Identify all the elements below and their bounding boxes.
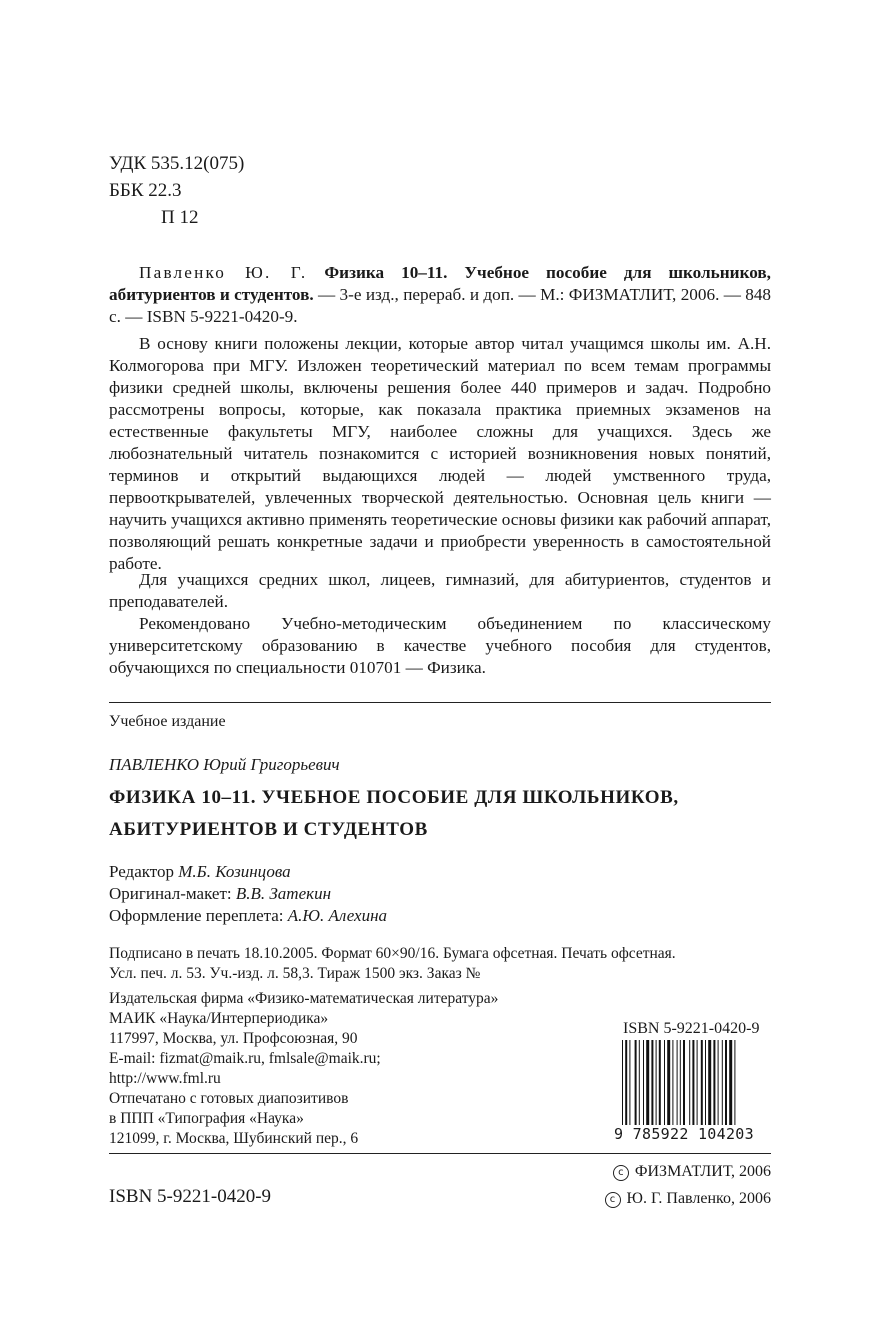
barcode-bar [664,1040,665,1126]
copyright-icon: c [613,1165,629,1181]
credit-layout-name: В.В. Затекин [235,884,332,903]
barcode-bar [701,1040,703,1126]
barcode-bar [705,1040,706,1126]
barcode-bar [729,1040,732,1132]
abstract-paragraph-2: Для учащихся средних школ, лицеев, гимназий, для абитуриентов, студентов и преподавателей. [109,570,771,611]
divider [109,702,771,703]
publisher-line-3: 117997, Москва, ул. Профсоюзная, 90 [109,1030,358,1047]
barcode-bar [725,1040,727,1126]
credit-layout-label: Оригинал-макет: [109,884,232,903]
publisher-url: http://www.fml.ru [109,1070,221,1087]
barcode-bar [713,1040,715,1126]
barcode-bar [651,1040,653,1126]
footer-divider [109,1153,771,1154]
barcode-bar [697,1040,698,1126]
bib-details-1: — 3-е изд., перераб. и доп. — М.: ФИЗМАТЛИТ, [313,285,677,304]
colophon-author [109,754,340,775]
abstract-paragraph-3: Рекомендовано Учебно-методическим объединением по классическому университетскому образованию в качестве учебного пособия для студентов, обучающихся по специальности 010701 — Физика. [109,614,771,677]
bbk-code: ББК 22.3 [109,180,182,201]
publisher-line-2: МАИК «Наука/Интерпериодика» [109,1010,329,1027]
barcode-bar [656,1040,657,1126]
print-details-line-1: Подписано в печать 18.10.2005. Формат 60×90/16. Бумага офсетная. Печать офсетная. [109,945,676,962]
barcode-bar [635,1040,637,1126]
barcode-bar [722,1040,723,1126]
credit-cover-label: Оформление переплета: [109,906,284,925]
author-surname: ПАВЛЕНКО [109,755,199,774]
edition-type: Учебное издание [109,713,226,730]
copyright-author [605,1190,772,1208]
copyright-icon: c [605,1192,621,1208]
copyright-publisher [613,1163,771,1181]
barcode-bar [639,1040,640,1126]
author-mark: П 12 [161,207,199,228]
colophon-title-line-2: АБИТУРИЕНТОВ И СТУДЕНТОВ [109,819,428,840]
barcode-bar [672,1040,673,1126]
publisher-line-1: Издательская фирма «Физико-математическая литература» [109,990,499,1007]
barcode-bar [629,1040,630,1126]
barcode-bar [680,1040,681,1132]
bib-author: Павленко Ю. Г. [139,263,308,282]
barcode-bar [692,1040,694,1126]
barcode-bar [643,1040,644,1126]
isbn-footer: ISBN 5-9221-0420-9 [109,1186,272,1207]
bib-title-2: абитуриентов и студентов. [109,285,314,304]
barcode-digits: 9 785922 104203 [614,1125,754,1143]
credits [109,861,387,927]
credit-cover [109,905,387,927]
barcode-bar [689,1040,690,1126]
credit-editor-label: Редактор [109,862,174,881]
copyright-publisher-text: ФИЗМАТЛИТ, 2006 [634,1163,771,1180]
barcode-bar [734,1040,735,1132]
barcode-isbn-label: ISBN 5-9221-0420-9 [623,1020,760,1037]
barcode-bar [646,1040,649,1126]
barcode-bar [667,1040,670,1126]
bibliographic-record [109,262,771,328]
udk-code: УДК 535.12(075) [109,153,245,174]
barcode-bar [708,1040,711,1126]
credit-editor [109,861,387,883]
credit-layout [109,883,387,905]
bib-title-1: Физика 10–11. Учебное пособие для школьников, [324,263,771,282]
abstract-paragraph-1: В основу книги положены лекции, которые автор читал учащимся школы им. А.Н. Колмогорова при МГУ. Изложен теоретический материал по всем темам программы физики средней школы, включены решения более 440 примеров и задач. Подробно рассмотрены вопросы, которые, как показала практика приемных экзаменов на естественные факультеты МГУ, наиболее сложны для учащихся. Здесь же любознательный читатель познакомится с историей возникновения новых понятий, терминов и открытий выдающихся людей — людей умственного труда, первооткрывателей, увлеченных творческой деятельностью. Основная цель книги — научить учащихся активно применять теоретические основы физики как рабочий аппарат, позволяющий решать конкретные задачи и приобрести уверенность в самостоятельной работе. [109,334,771,573]
print-details [109,944,676,984]
barcode-bar [683,1040,685,1132]
credit-editor-name: М.Б. Козинцова [178,862,291,881]
barcode-bar [677,1040,678,1126]
credit-cover-name: А.Ю. Алехина [287,906,387,925]
publisher-info [109,989,498,1089]
udk-block [109,150,244,231]
author-given-name: Юрий Григорьевич [203,755,340,774]
printer-line-2: в ППП «Типография «Наука» [109,1110,304,1127]
publisher-email: E-mail: fizmat@maik.ru, fmlsale@maik.ru; [109,1050,381,1067]
bib-details-2: 2006. — 848 с. — ISBN 5-9221-0420-9. [109,285,772,326]
barcode-bar [718,1040,719,1126]
barcode-bar [625,1040,627,1132]
printer-info [109,1089,358,1149]
barcode-image [620,1040,770,1132]
colophon-title-line-1: ФИЗИКА 10–11. УЧЕБНОЕ ПОСОБИЕ ДЛЯ ШКОЛЬНИКОВ, [109,787,679,808]
printer-line-3: 121099, г. Москва, Шубинский пер., 6 [109,1130,359,1147]
barcode-bar [659,1040,661,1126]
printer-line-1: Отпечатано с готовых диапозитивов [109,1090,349,1107]
print-details-line-2: Усл. печ. л. 53. Уч.-изд. л. 58,3. Тираж 1500 экз. Заказ № [109,965,481,982]
copyright-author-text: Ю. Г. Павленко, 2006 [626,1190,771,1207]
barcode-bar [622,1040,623,1132]
